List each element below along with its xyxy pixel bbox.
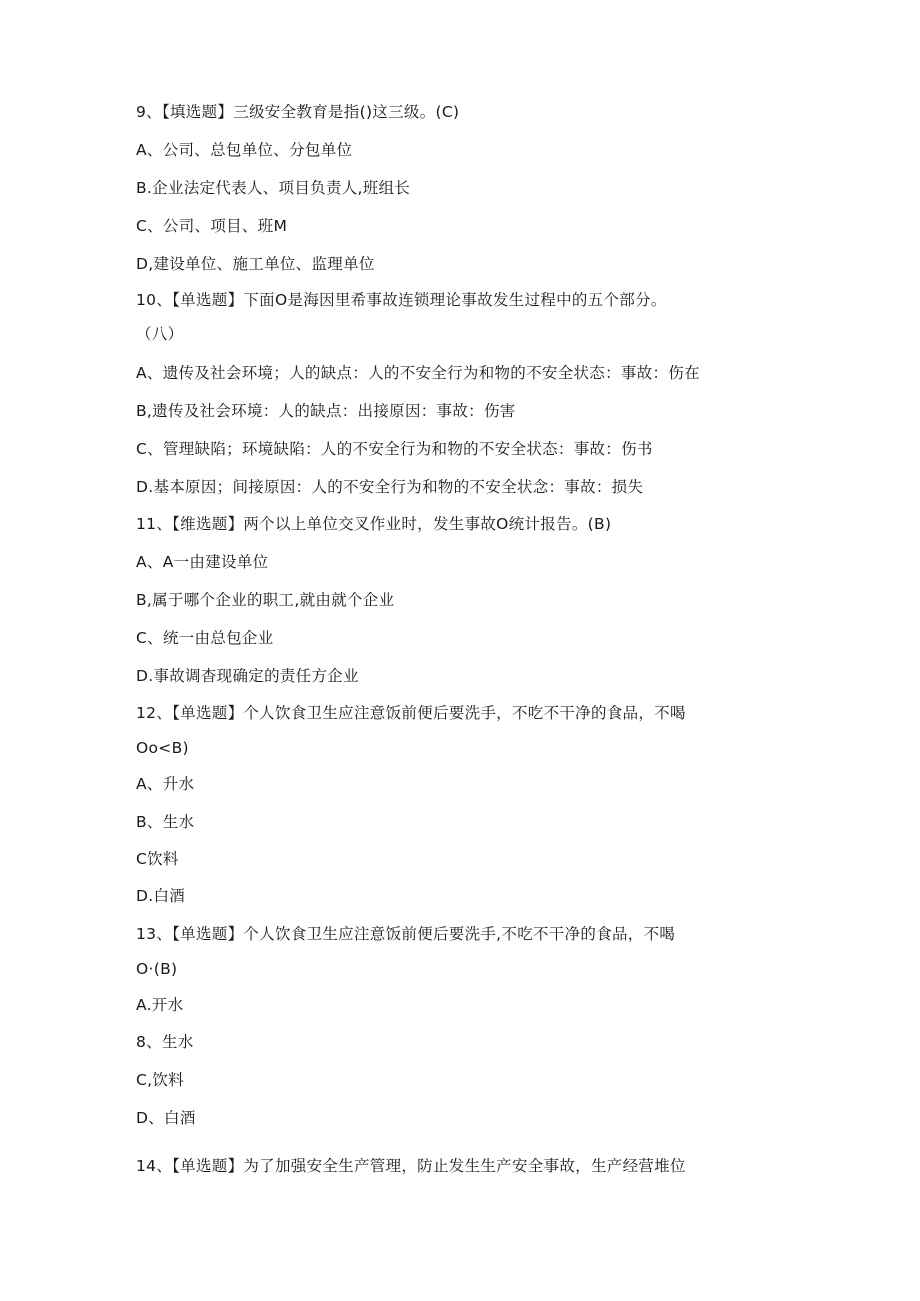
question-12-option-b: B、生水 xyxy=(136,813,195,831)
question-12-option-c: C饮料 xyxy=(136,850,179,868)
question-10-option-d: D.基本原因；间接原因：人的不安全行为和物的不安全状念：事故：损失 xyxy=(136,478,644,496)
question-10-stem: 10、【单选题】下面O是海因里希事故连锁理论事故发生过程中的五个部分。 xyxy=(136,291,667,309)
question-13-answer: O·(B) xyxy=(136,960,178,978)
question-9-option-a: A、公司、总包单位、分包单位 xyxy=(136,141,353,159)
question-9-option-d: D,建设单位、施工单位、监理单位 xyxy=(136,255,375,273)
question-11-option-b: B,属于哪个企业的职工,就由就个企业 xyxy=(136,591,395,609)
question-10-option-b: B,遗传及社会环境：人的缺点：出接原因：事故：伤害 xyxy=(136,402,516,420)
question-12-option-a: A、升水 xyxy=(136,775,195,793)
question-9-option-b: B.企业法定代表人、项目负责人,班组长 xyxy=(136,179,411,197)
question-9-option-c: C、公司、项目、班M xyxy=(136,217,288,235)
question-9-stem: 9、【填选题】三级安全教育是指()这三级。(C) xyxy=(136,103,460,121)
question-10-answer: （八） xyxy=(136,325,184,343)
question-13-stem: 13、【单选题】个人饮食卫生应注意饭前便后要洗手,不吃不干净的食品，不喝 xyxy=(136,925,676,943)
question-11-option-c: C、统一由总包企业 xyxy=(136,629,274,647)
question-13-option-c: C,饮料 xyxy=(136,1071,184,1089)
question-12-option-d: D.白酒 xyxy=(136,887,186,905)
question-14-stem: 14、【单选题】为了加强安全生产管理，防止发生生产安全事故，生产经营堆位 xyxy=(136,1157,686,1175)
question-12-answer: Oo<B) xyxy=(136,739,189,757)
question-13-option-b: 8、生水 xyxy=(136,1033,194,1051)
question-11-option-d: D.事故调杳现确定的责任方企业 xyxy=(136,667,359,685)
question-12-stem: 12、【单选题】个人饮食卫生应注意饭前便后要洗手，不吃不干净的食品，不喝 xyxy=(136,704,686,722)
question-11-option-a: A、A一由建设单位 xyxy=(136,553,269,571)
question-13-option-a: A.开水 xyxy=(136,996,184,1014)
question-13-option-d: D、白酒 xyxy=(136,1109,196,1127)
question-10-option-c: C、管理缺陷；环境缺陷：人的不安全行为和物的不安全状态：事故：伤书 xyxy=(136,440,653,458)
question-10-option-a: A、遗传及社会环境；人的缺点：人的不安全行为和物的不安全状态：事故：伤在 xyxy=(136,364,700,382)
question-11-stem: 11、【维选题】两个以上单位交叉作业时，发生事故O统计报告。(B) xyxy=(136,515,612,533)
